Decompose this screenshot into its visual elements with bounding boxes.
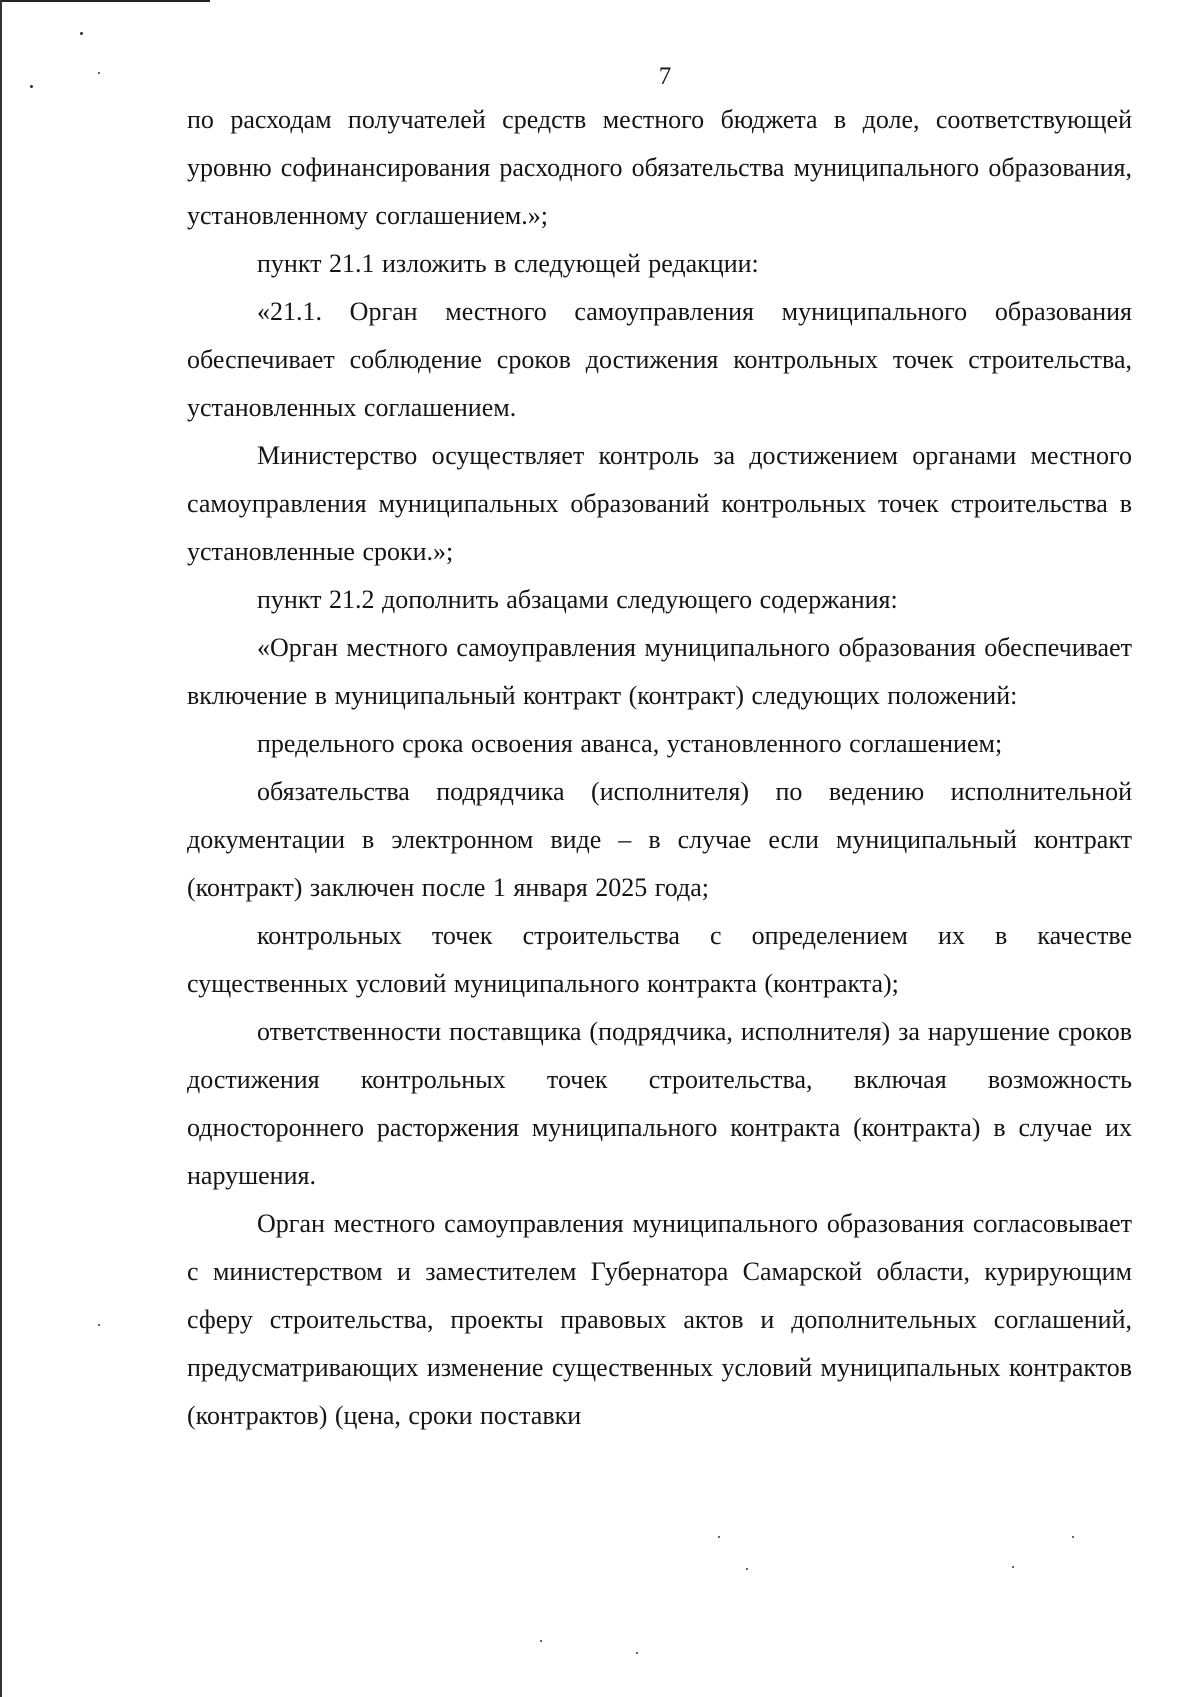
scan-edge-left — [0, 0, 2, 1697]
paragraph-11: Орган местного самоуправления муниципального образования согласовывает с министерством и заместителем Губернатора Самарской области, курирующим сферу строительства, проекты правовых актов и дополнительных соглашений, предусматривающих изменение существенных условий муниципальных контрактов (контрактов) (цена, сроки поставки — [187, 1209, 1132, 1430]
paragraph-1: по расходам получателей средств местного бюджета в доле, соответствующей уровню софинансирования расходного обязательства муниципального образования, установленному соглашением.»; — [187, 105, 1132, 230]
scan-speck — [1072, 1536, 1074, 1538]
paragraph-7: предельного срока освоения аванса, установленного соглашением; — [257, 729, 1003, 758]
paragraph-5: пункт 21.2 дополнить абзацами следующего содержания: — [257, 585, 898, 614]
paragraph-9: контрольных точек строительства с определением их в качестве существенных условий муниципального контракта (контракта); — [187, 921, 1132, 998]
scan-speck — [98, 1324, 100, 1326]
scan-speck — [1012, 1566, 1014, 1568]
scan-speck — [746, 1568, 748, 1570]
scan-speck — [718, 1536, 720, 1538]
scan-speck — [540, 1640, 542, 1642]
scan-speck — [80, 32, 83, 35]
paragraph-10: ответственности поставщика (подрядчика, исполнителя) за нарушение сроков достижения контрольных точек строительства, включая возможность одностороннего расторжения муниципального контракта (контракта) в случае их нарушения. — [187, 1017, 1132, 1190]
document-body — [187, 96, 1132, 1440]
paragraph-3: «21.1. Орган местного самоуправления муниципального образования обеспечивает соблюдение сроков достижения контрольных точек строительства, установленных соглашением. — [187, 297, 1132, 422]
paragraph-4: Министерство осуществляет контроль за достижением органами местного самоуправления муниципальных образований контрольных точек строительства в установленные сроки.»; — [187, 441, 1132, 566]
paragraph-8: обязательства подрядчика (исполнителя) по ведению исполнительной документации в электронном виде – в случае если муниципальный контракт (контракт) заключен после 1 января 2025 года; — [187, 777, 1132, 902]
paragraph-2: пункт 21.1 изложить в следующей редакции: — [257, 249, 759, 278]
page-number: 7 — [658, 63, 672, 90]
scan-edge-top — [0, 0, 210, 2]
paragraph-6: «Орган местного самоуправления муниципального образования обеспечивает включение в муниципальный контракт (контракт) следующих положений: — [187, 633, 1132, 710]
scan-speck — [636, 1652, 638, 1654]
